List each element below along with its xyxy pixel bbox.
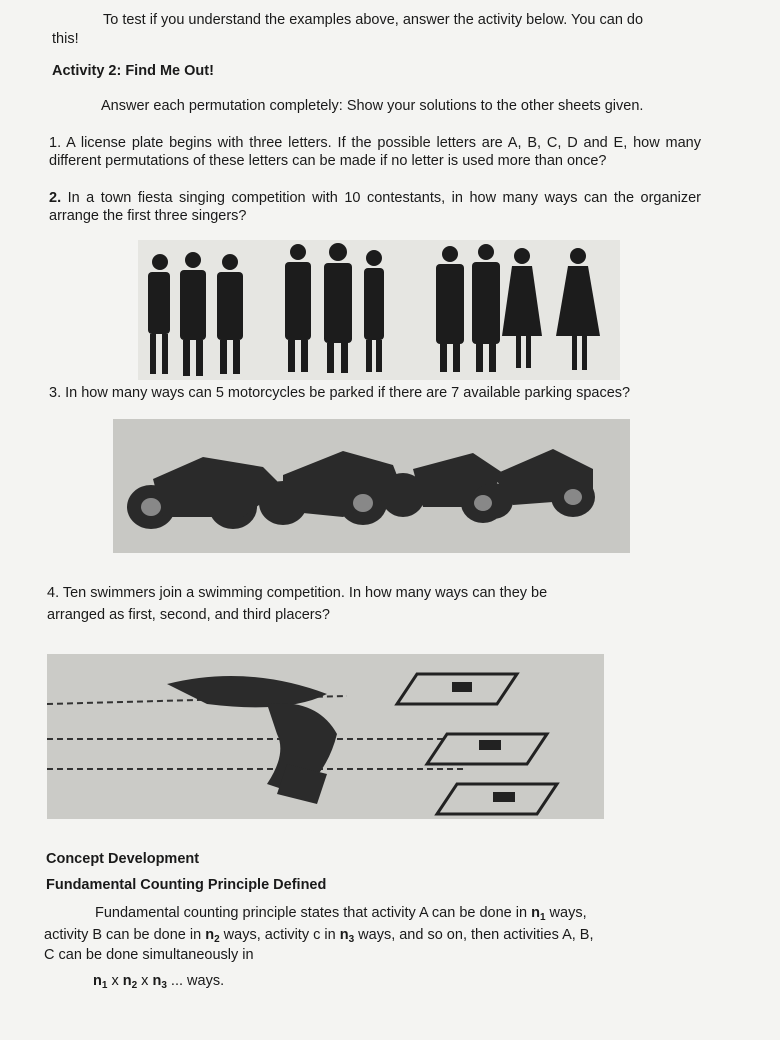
motorcycles-illustration: [113, 419, 630, 553]
question-4-line-1: 4. Ten swimmers join a swimming competition. In how many ways can they be: [47, 585, 548, 601]
concept-paragraph-line-1: [95, 904, 675, 927]
formula-n2: $n_2$: [122, 973, 138, 991]
concept-text: ways, and so on, then activities A, B,: [354, 927, 594, 943]
question-4-line-2: arranged as first, second, and third placers?: [47, 607, 330, 623]
concept-text: activity B can be done in: [44, 927, 206, 943]
concept-paragraph-line-3: C can be done simultaneously in: [44, 947, 254, 963]
formula-n1: $n_1$: [93, 973, 108, 991]
question-1: 1. A license plate begins with three letters. If the possible letters are A, B, C, D and E, how many different permutations of these letters can be made if no letter is used more than once?: [49, 135, 701, 169]
concept-subheading: Fundamental Counting Principle Defined: [46, 877, 327, 893]
concept-text: ways,: [545, 905, 587, 921]
activity-instruction: Answer each permutation completely: Show your solutions to the other sheets given.: [101, 98, 644, 114]
intro-line-2: this!: [52, 31, 79, 47]
variable-n2: $n_2$: [205, 927, 220, 945]
question-2-number: 2.: [49, 190, 62, 206]
activity-title: Activity 2: Find Me Out!: [52, 63, 214, 79]
variable-n1: $n_1$: [531, 905, 546, 923]
formula-tail: ... ways.: [166, 973, 225, 989]
formula-n3: $n_3$: [152, 973, 167, 991]
concept-text: ways, activity c in: [219, 927, 340, 943]
question-3: 3. In how many ways can 5 motorcycles be parked if there are 7 available parking spaces?: [49, 385, 631, 401]
variable-n3: $n_3$: [339, 927, 355, 945]
question-2-text: In a town fiesta singing competition with 10 contestants, in how many ways can the organizer arrange the first three singers?: [49, 190, 701, 224]
formula: $n_1$ x $n_2$ x $n_3$ ... ways.: [93, 973, 225, 991]
concept-heading: Concept Development: [46, 851, 200, 867]
singers-illustration: [138, 240, 620, 380]
question-2: [49, 189, 701, 225]
intro-line-1: To test if you understand the examples above, answer the activity below. You can do: [103, 12, 644, 28]
concept-text: Fundamental counting principle states that activity A can be done in: [95, 905, 532, 921]
swimmers-illustration: [47, 654, 604, 819]
